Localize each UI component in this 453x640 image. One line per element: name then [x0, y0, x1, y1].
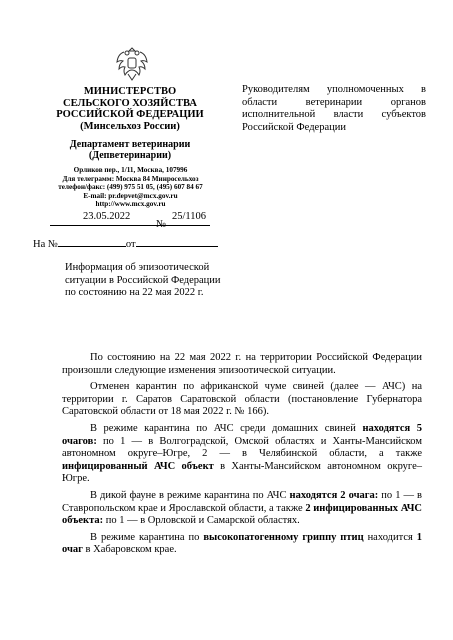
number-sign: №: [156, 219, 167, 230]
department-line: Департамент ветеринарии: [69, 139, 191, 150]
ministry-line: РОССИЙСКОЙ ФЕДЕРАЦИИ: [56, 109, 204, 120]
department-line: (Депветеринарии): [88, 150, 172, 161]
text-run: В режиме карантина по АЧС среди домашних свиней: [90, 422, 363, 434]
subject-line: Информация об эпизоотической: [65, 262, 210, 273]
ministry-line: СЕЛЬСКОГО ХОЗЯЙСТВА: [63, 97, 197, 109]
text-run: В режиме карантина по: [90, 531, 204, 543]
contact-block: [48, 166, 213, 209]
registration-line: [50, 207, 210, 237]
paragraph-quarantine-lifted: Отменен карантин по африканской чуме свиней (далее — АЧС) на территории г. Саратов Саратовской области (постановление Губернатора Саратовской области от 18 мая 2022 г. № 166).: [62, 381, 422, 418]
contact-line: Орликов пер., 1/11, Москва, 107996: [73, 166, 188, 174]
reference-line: [33, 236, 223, 250]
registration-underline: [50, 225, 210, 226]
department-heading: [55, 139, 205, 161]
text-run: по 1 — в Орловской и Самарской областях.: [103, 515, 300, 527]
ministry-heading: [55, 86, 205, 132]
text-run: находится: [363, 531, 417, 543]
text-run: по 1 — в Ставропольском крае и Ярославской области, а также: [62, 489, 423, 514]
ref-date-blank: [136, 236, 218, 247]
text-run-bold: находятся 2 очага:: [289, 489, 379, 501]
subject-line: по состоянию на 22 мая 2022 г.: [65, 287, 204, 298]
text-run: по 1 — в Волгоградской, Омской областях и Ханты-Мансийском автономном округе–Югре, 2 — в Челябинской области, а также: [62, 435, 422, 460]
text-run-bold: инфицированный АЧС объект: [62, 460, 214, 472]
contact-line: телефон/факс: (499) 975 51 05, (495) 607 84 67: [58, 183, 203, 192]
contact-line: Для телеграмм: Москва 84 Минросельхоз: [62, 174, 199, 183]
ministry-line: МИНИСТЕРСТВО: [83, 86, 177, 97]
ref-from: от: [125, 239, 136, 250]
paragraph-wild-fauna: [62, 490, 422, 528]
text-run: в Ханты-Мансийском автономном округе–Югре.: [62, 460, 423, 485]
paragraph-avian-flu: [62, 532, 422, 557]
contact-line: http://www.mcx.gov.ru: [95, 200, 166, 209]
ref-number-blank: [58, 236, 126, 247]
subject-line: ситуации в Российской Федерации: [65, 274, 221, 286]
contact-line: E-mail: pr.depvet@mcx.gov.ru: [83, 191, 178, 200]
addressee: Руководителям уполномоченных в области ветеринарии органов исполнительной власти субъектов Российской Федерации: [242, 84, 426, 133]
subject: [65, 262, 245, 300]
text-run: В дикой фауне в режиме карантина по АЧС: [90, 489, 290, 501]
document-number: 25/1106: [172, 211, 207, 222]
paragraph-domestic-pigs: [62, 423, 422, 486]
text-run-bold: высокопатогенному гриппу птиц: [203, 531, 364, 543]
text-run-bold: 1 очаг: [62, 531, 422, 556]
russian-coat-of-arms-icon: [114, 44, 150, 84]
ref-prefix: На №: [33, 239, 58, 250]
document-date: 23.05.2022: [83, 211, 131, 222]
letter-body: [62, 352, 422, 561]
ministry-line: (Минсельхоз России): [80, 120, 180, 132]
paragraph-intro: По состоянию на 22 мая 2022 г. на территории Российской Федерации произошли следующие изменения эпизоотической ситуации.: [62, 352, 422, 376]
text-run-bold: находятся 5 очагов:: [62, 422, 422, 447]
text-run: в Хабаровском крае.: [82, 544, 177, 556]
text-run-bold: 2 инфицированных АЧС объекта:: [62, 502, 422, 527]
